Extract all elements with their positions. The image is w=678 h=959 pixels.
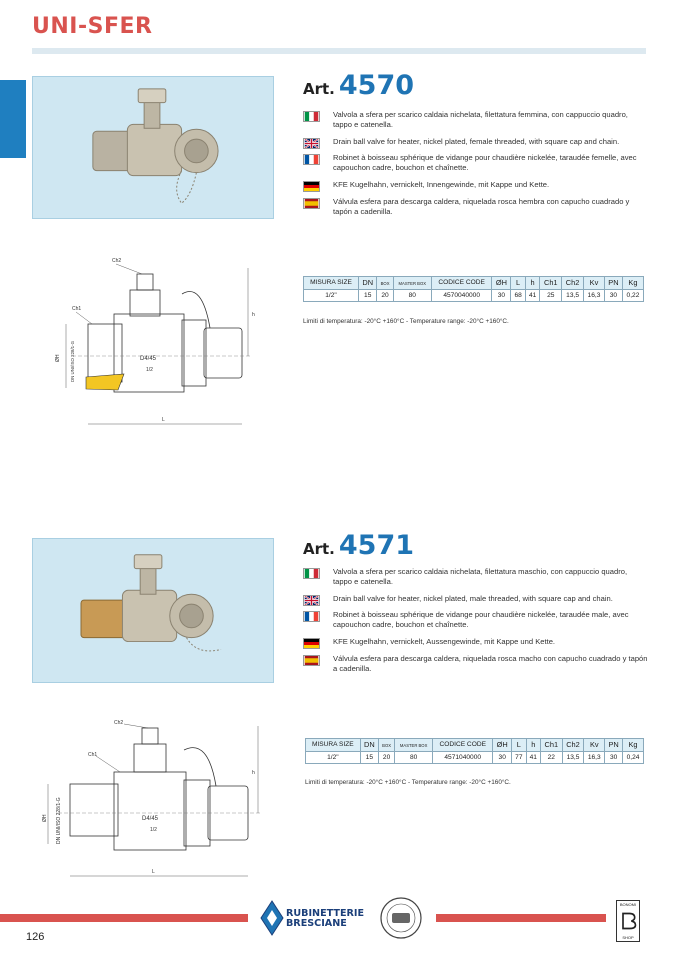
table-cell: 41 <box>525 290 540 302</box>
marking-label: D4/45 <box>140 356 157 362</box>
header-cell: h <box>526 739 540 752</box>
header-cell: L <box>511 277 526 290</box>
logo-text <box>286 909 364 929</box>
header-cell: MISURA SIZE <box>304 277 359 290</box>
company-logo <box>260 900 370 936</box>
shop-badge-top: BONOMI <box>619 902 637 907</box>
table-header-row <box>306 739 644 752</box>
b-letter-icon <box>618 909 638 933</box>
table-cell: 68 <box>511 290 526 302</box>
description-en <box>303 594 648 604</box>
table-cell: 1/2" <box>304 290 359 302</box>
table-row <box>304 290 644 302</box>
header-cell: Kv <box>583 277 604 290</box>
italy-flag-icon <box>303 111 320 122</box>
table-cell: 13,5 <box>562 290 584 302</box>
header-cell: DN <box>359 277 377 290</box>
table-cell: 0,22 <box>622 290 643 302</box>
table-cell: 15 <box>360 752 378 764</box>
description-de <box>303 637 648 647</box>
description-text: KFE Kugelhahn, vernickelt, Innengewinde, mit Kappe und Kette. <box>333 179 550 189</box>
description-list-4570 <box>303 110 648 223</box>
table-row <box>306 752 644 764</box>
header-cell: PN <box>605 739 623 752</box>
italy-flag-icon <box>303 568 320 579</box>
description-it <box>303 567 648 587</box>
ch1-label: Ch1 <box>72 306 82 312</box>
iso-certification-seal-icon <box>379 896 423 940</box>
footer-divider-right <box>436 914 606 922</box>
product-photo-4571 <box>32 538 274 683</box>
uk-flag-icon <box>303 595 320 606</box>
oh-label: ØH <box>55 354 61 362</box>
header-cell: h <box>525 277 540 290</box>
header-cell: MISURA SIZE <box>306 739 361 752</box>
uk-flag-icon <box>303 138 320 149</box>
table-cell: 16,3 <box>584 752 605 764</box>
size-label: 1/2 <box>150 827 157 833</box>
header-cell: Kg <box>622 277 643 290</box>
table-header-row <box>304 277 644 290</box>
diamond-logo-icon <box>260 900 284 936</box>
table-cell: 30 <box>492 290 511 302</box>
header-cell: Ch1 <box>540 277 562 290</box>
h-label: h <box>252 312 255 318</box>
description-text: Valvola a sfera per scarico caldaia nichelata, filettatura maschio, con cappuccio quadro, tappo e catenella. <box>333 567 628 586</box>
article-title-4570 <box>303 70 414 101</box>
table-cell: 22 <box>540 752 562 764</box>
description-fr <box>303 153 648 173</box>
ch2-label: Ch2 <box>114 720 124 726</box>
header-cell: CODICE CODE <box>431 277 492 290</box>
temperature-limits-4570: Limiti di temperatura: -20°C +160°C - Temperature range: -20°C +160°C. <box>303 318 509 325</box>
footer-divider-left <box>0 914 248 922</box>
description-text: Drain ball valve for heater, nickel plated, male threaded, with square cap and chain. <box>333 593 613 603</box>
header-cell: Ch1 <box>540 739 562 752</box>
germany-flag-icon <box>303 181 320 192</box>
header-cell: L <box>512 739 526 752</box>
description-list-4571 <box>303 567 648 680</box>
description-text: Válvula esfera para descarga caldera, niquelada rosca macho con capucho cuadrado y tapón a cadenilla. <box>333 653 648 673</box>
header-divider <box>32 48 646 54</box>
table-cell: 16,3 <box>583 290 604 302</box>
technical-drawing-4571 <box>38 716 264 882</box>
temperature-limits-4571: Limiti di temperatura: -20°C +160°C - Temperature range: -20°C +160°C. <box>305 779 511 786</box>
header-cell: BOX <box>379 739 395 752</box>
l-label: L <box>152 869 155 875</box>
header-cell: MASTER BOX <box>393 277 431 290</box>
table-cell: 30 <box>605 752 623 764</box>
article-prefix: Art. <box>303 80 335 98</box>
shop-badge <box>616 900 640 942</box>
size-label: 1/2 <box>146 367 153 373</box>
header-cell: CODICE CODE <box>433 739 493 752</box>
oh-label: ØH <box>42 814 48 822</box>
description-it <box>303 110 648 130</box>
article-title-4571 <box>303 530 414 561</box>
article-prefix: Art. <box>303 540 335 558</box>
header-cell: PN <box>604 277 622 290</box>
table-cell: 20 <box>377 290 393 302</box>
h-label: h <box>252 770 255 776</box>
table-cell: 80 <box>395 752 433 764</box>
technical-drawing-4570 <box>52 252 257 430</box>
article-number: 4571 <box>338 530 415 561</box>
table-cell: 41 <box>526 752 540 764</box>
table-cell: 77 <box>512 752 526 764</box>
thread-label: DN UNI/ISO 228/1-G <box>70 341 75 382</box>
description-text: Robinet à boisseau sphérique de vidange pour chaudière nickelée, taraudée male, avec capouchon cadre, bouchon et chaînette. <box>333 610 629 630</box>
table-cell: 30 <box>493 752 512 764</box>
product-photo-4570 <box>32 76 274 219</box>
description-es <box>303 654 648 674</box>
section-tab <box>0 80 26 158</box>
germany-flag-icon <box>303 638 320 649</box>
description-fr <box>303 610 648 630</box>
ch2-label: Ch2 <box>112 258 122 264</box>
spec-table-4570 <box>303 276 644 302</box>
marking-label: D4/45 <box>142 816 159 822</box>
header-cell: DN <box>360 739 378 752</box>
header-cell: ØH <box>492 277 511 290</box>
header-cell: Kv <box>584 739 605 752</box>
brand-title: UNI-SFER <box>32 14 153 39</box>
table-cell: 1/2" <box>306 752 361 764</box>
description-text: KFE Kugelhahn, vernickelt, Aussengewinde, mit Kappe und Kette. <box>333 636 556 646</box>
page-number: 126 <box>26 931 45 943</box>
valve-photo-icon <box>33 539 273 682</box>
header-cell: Kg <box>623 739 644 752</box>
description-es <box>303 197 648 217</box>
description-en <box>303 137 648 147</box>
spain-flag-icon <box>303 198 320 209</box>
thread-label: DN UNI/ISO 228/1-G <box>56 797 62 844</box>
valve-photo-icon <box>33 77 273 218</box>
l-label: L <box>162 417 165 423</box>
table-cell: 4570040000 <box>431 290 492 302</box>
spain-flag-icon <box>303 655 320 666</box>
spec-table-4571 <box>305 738 644 764</box>
table-cell: 4571040000 <box>433 752 493 764</box>
description-text: Drain ball valve for heater, nickel plated, female threaded, with square cap and chain. <box>333 136 620 146</box>
table-cell: 25 <box>540 290 562 302</box>
description-text: Robinet à boisseau sphérique de vidange pour chaudière nickelée, taraudée femelle, avec capouchon cadre, bouchon et chaînette. <box>333 153 637 173</box>
header-cell: BOX <box>377 277 393 290</box>
france-flag-icon <box>303 154 320 165</box>
table-cell: 15 <box>359 290 377 302</box>
header-cell: Ch2 <box>562 277 584 290</box>
description-text: Valvola a sfera per scarico caldaia nichelata, filettatura femmina, con cappuccio quadro, tappo e catenella. <box>333 110 628 129</box>
table-cell: 0,24 <box>623 752 644 764</box>
table-cell: 20 <box>379 752 395 764</box>
article-number: 4570 <box>338 70 415 101</box>
description-de <box>303 180 648 190</box>
logo-line-2: BRESCIANE <box>286 918 347 929</box>
logo-line-1: RUBINETTERIE <box>286 908 365 919</box>
france-flag-icon <box>303 611 320 622</box>
ch1-label: Ch1 <box>88 752 98 758</box>
table-cell: 80 <box>393 290 431 302</box>
header-cell: ØH <box>493 739 512 752</box>
table-cell: 30 <box>604 290 622 302</box>
header-cell: Ch2 <box>562 739 584 752</box>
header-cell: MASTER BOX <box>395 739 433 752</box>
description-text: Válvula esfera para descarga caldera, niquelada rosca hembra con capucho cuadrado y tapón a cadenilla. <box>333 196 630 216</box>
table-cell: 13,5 <box>562 752 584 764</box>
shop-badge-bottom: SHOP <box>622 935 634 940</box>
